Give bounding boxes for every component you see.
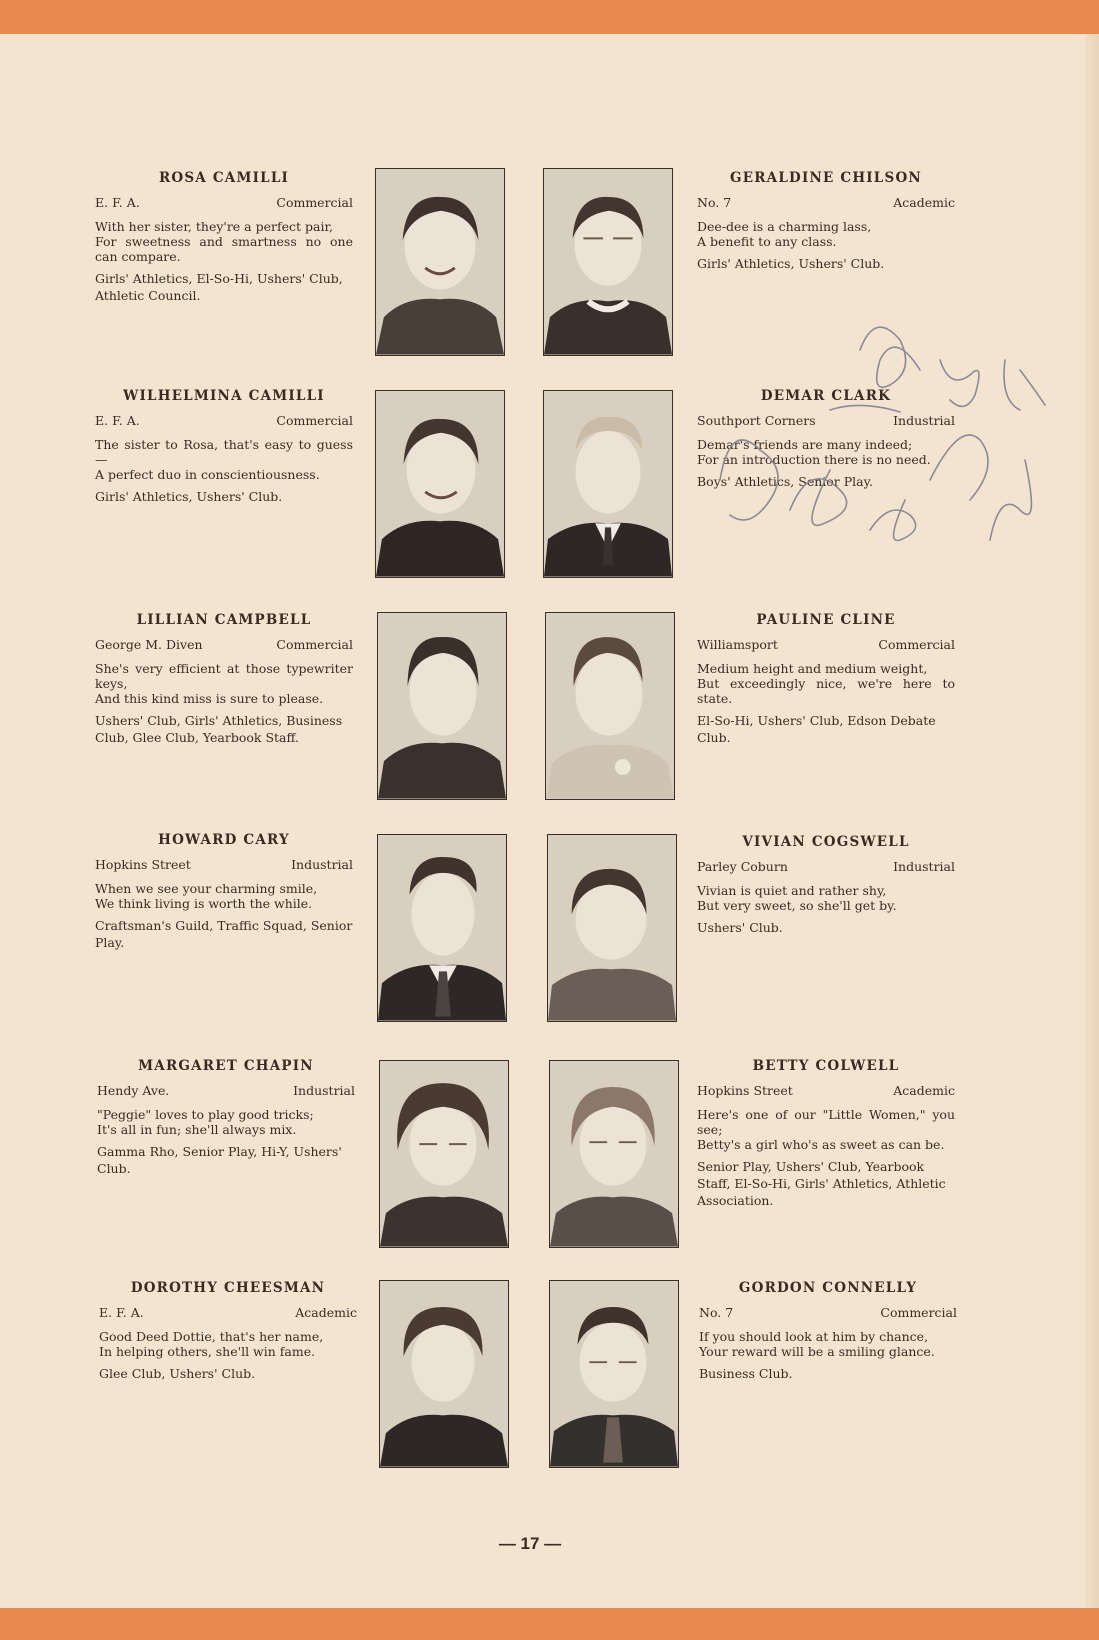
- course: Industrial: [893, 859, 955, 874]
- school: Williamsport: [697, 637, 778, 652]
- portrait-photo: [545, 612, 675, 800]
- portrait-photo: [547, 834, 677, 1022]
- verse-line: Good Deed Dottie, that's her name,: [99, 1329, 324, 1344]
- activities: Girls' Athletics, El-So-Hi, Ushers' Club, Athletic Council.: [95, 271, 343, 303]
- verse-line: A benefit to any class.: [697, 234, 837, 249]
- verse-line: Medium height and medium weight,: [697, 661, 928, 676]
- entry-howard-cary: [95, 832, 353, 951]
- verse-line: With her sister, they're a perfect pair,: [95, 219, 334, 234]
- course: Commercial: [276, 413, 353, 428]
- school: Hendy Ave.: [97, 1083, 170, 1098]
- school: E. F. A.: [95, 413, 140, 428]
- school: E. F. A.: [95, 195, 140, 210]
- portrait-photo: [549, 1280, 679, 1468]
- entry-geraldine-chilson: [697, 170, 955, 272]
- school: George M. Diven: [95, 637, 203, 652]
- activities: Girls' Athletics, Ushers' Club.: [95, 489, 283, 504]
- school: No. 7: [699, 1305, 734, 1320]
- entry-betty-colwell: [697, 1058, 955, 1209]
- verse-line: We think living is worth the while.: [95, 896, 313, 911]
- activities: Glee Club, Ushers' Club.: [99, 1366, 256, 1381]
- course: Academic: [893, 195, 955, 210]
- course: Academic: [893, 1083, 955, 1098]
- verse-line: For sweetness and smartness no one can compare.: [95, 234, 353, 264]
- top-orange-band: [0, 0, 1099, 34]
- activities: Craftsman's Guild, Traffic Squad, Senior Play.: [95, 918, 353, 950]
- verse-line: She's very efficient at those typewriter keys,: [95, 661, 353, 691]
- course: Commercial: [880, 1305, 957, 1320]
- school: Southport Corners: [697, 413, 816, 428]
- portrait-photo: [543, 390, 673, 578]
- portrait-photo: [379, 1060, 509, 1248]
- entry-rosa-camilli: [95, 170, 353, 304]
- portrait-photo: [377, 834, 507, 1022]
- activities: Ushers' Club, Girls' Athletics, Business Club, Glee Club, Yearbook Staff.: [95, 713, 343, 745]
- entry-lillian-campbell: [95, 612, 353, 746]
- student-name: PAULINE CLINE: [756, 612, 896, 628]
- bottom-orange-band: [0, 1608, 1099, 1640]
- activities: Gamma Rho, Senior Play, Hi-Y, Ushers' Club.: [97, 1144, 342, 1176]
- page-edge: [1085, 0, 1099, 1640]
- verse-line: If you should look at him by chance,: [699, 1329, 929, 1344]
- verse-line: Your reward will be a smiling glance.: [699, 1344, 935, 1359]
- course: Industrial: [293, 1083, 355, 1098]
- entry-vivian-cogswell: [697, 834, 955, 936]
- course: Commercial: [276, 195, 353, 210]
- school: Hopkins Street: [697, 1083, 793, 1098]
- verse-line: Vivian is quiet and rather shy,: [697, 883, 887, 898]
- verse-line: "Peggie" loves to play good tricks;: [97, 1107, 314, 1122]
- verse-line: And this kind miss is sure to please.: [95, 691, 324, 706]
- activities: Ushers' Club.: [697, 920, 783, 935]
- activities: Girls' Athletics, Ushers' Club.: [697, 256, 885, 271]
- student-name: DEMAR CLARK: [760, 388, 892, 404]
- portrait-photo: [379, 1280, 509, 1468]
- school: Parley Coburn: [697, 859, 788, 874]
- course: Commercial: [276, 637, 353, 652]
- student-name: WILHELMINA CAMILLI: [123, 388, 325, 404]
- verse-line: When we see your charming smile,: [95, 881, 318, 896]
- verse-line: The sister to Rosa, that's easy to guess—: [95, 437, 353, 467]
- school: E. F. A.: [99, 1305, 144, 1320]
- entry-wilhelmina-camilli: [95, 388, 353, 505]
- student-name: DOROTHY CHEESMAN: [130, 1280, 326, 1296]
- page-number: — 17 —: [498, 1534, 562, 1553]
- verse-line: But very sweet, so she'll get by.: [697, 898, 897, 913]
- student-name: GORDON CONNELLY: [738, 1280, 918, 1296]
- activities: Boys' Athletics, Senior Play.: [697, 474, 873, 489]
- course: Academic: [295, 1305, 357, 1320]
- entry-demar-clark: [697, 388, 955, 490]
- entry-margaret-chapin: [97, 1058, 355, 1177]
- portrait-photo: [377, 612, 507, 800]
- school: No. 7: [697, 195, 732, 210]
- student-name: BETTY COLWELL: [752, 1058, 900, 1074]
- activities: El-So-Hi, Ushers' Club, Edson Debate Club.: [697, 713, 936, 745]
- activities: Senior Play, Ushers' Club, Yearbook Staff, El-So-Hi, Girls' Athletics, Athletic Association.: [697, 1159, 946, 1208]
- verse-line: Here's one of our "Little Women," you see;: [697, 1107, 955, 1137]
- verse-line: It's all in fun; she'll always mix.: [97, 1122, 297, 1137]
- student-name: MARGARET CHAPIN: [138, 1058, 314, 1074]
- portrait-photo: [375, 390, 505, 578]
- student-name: VIVIAN COGSWELL: [742, 834, 910, 850]
- entry-dorothy-cheesman: [99, 1280, 357, 1382]
- student-name: GERALDINE CHILSON: [730, 170, 922, 186]
- activities: Business Club.: [699, 1366, 793, 1381]
- student-name: ROSA CAMILLI: [158, 170, 290, 186]
- course: Commercial: [878, 637, 955, 652]
- verse-line: But exceedingly nice, we're here to state.: [697, 676, 955, 706]
- verse-line: Demar's friends are many indeed;: [697, 437, 913, 452]
- entry-pauline-cline: [697, 612, 955, 746]
- course: Industrial: [291, 857, 353, 872]
- verse-line: In helping others, she'll win fame.: [99, 1344, 316, 1359]
- verse-line: For an introduction there is no need.: [697, 452, 931, 467]
- school: Hopkins Street: [95, 857, 191, 872]
- portrait-photo: [543, 168, 673, 356]
- portrait-photo: [549, 1060, 679, 1248]
- verse-line: A perfect duo in conscientiousness.: [95, 467, 320, 482]
- course: Industrial: [893, 413, 955, 428]
- student-name: HOWARD CARY: [158, 832, 290, 848]
- entry-gordon-connelly: [699, 1280, 957, 1382]
- student-name: LILLIAN CAMPBELL: [136, 612, 312, 628]
- portrait-photo: [375, 168, 505, 356]
- verse-line: Dee-dee is a charming lass,: [697, 219, 872, 234]
- verse-line: Betty's a girl who's as sweet as can be.: [697, 1137, 945, 1152]
